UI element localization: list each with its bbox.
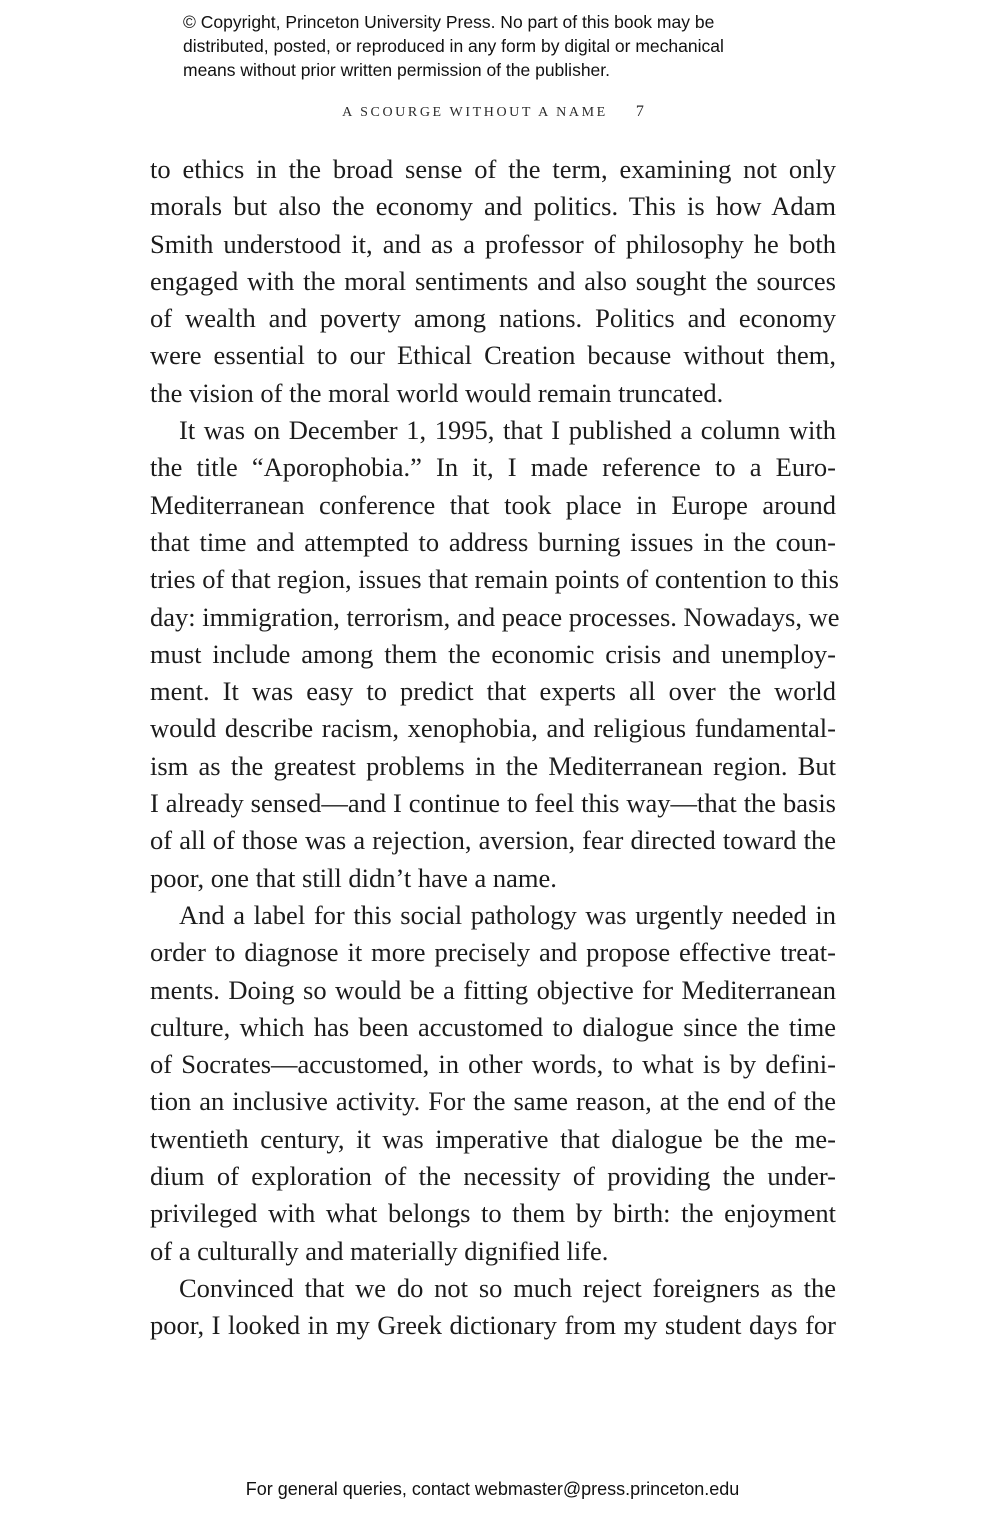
text-line: Mediterranean conference that took place in Europe around bbox=[150, 489, 836, 520]
text-line: poor, I looked in my Greek dictionary from my student days for bbox=[150, 1310, 836, 1341]
text-line: of wealth and poverty among nations. Politics and economy bbox=[150, 303, 836, 334]
text-line: Smith understood it, and as a professor of philosophy he both bbox=[150, 228, 836, 259]
footer-contact: For general queries, contact webmaster@press.princeton.edu bbox=[245, 1479, 740, 1499]
text-line: And a label for this social pathology was urgently needed in bbox=[179, 899, 836, 930]
text-line: poor, one that still didn’t have a name. bbox=[150, 862, 557, 893]
text-line: privileged with what belongs to them by birth: the enjoyment bbox=[150, 1198, 836, 1229]
text-line: of Socrates—accustomed, in other words, to what is by defini- bbox=[150, 1049, 836, 1080]
text-line: ments. Doing so would be a fitting objective for Mediterranean bbox=[150, 974, 836, 1005]
text-line: order to diagnose it more precisely and propose effective treat- bbox=[150, 937, 836, 968]
body-text bbox=[150, 151, 840, 1345]
text-line: Convinced that we do not so much reject foreigners as the bbox=[179, 1272, 836, 1303]
text-line: day: immigration, terrorism, and peace processes. Nowadays, we bbox=[150, 601, 840, 632]
text-line: engaged with the moral sentiments and also sought the sources bbox=[150, 265, 836, 296]
text-line: morals but also the economy and politics. This is how Adam bbox=[150, 191, 836, 222]
copyright-line: means without prior written permission of the publisher. bbox=[183, 60, 611, 80]
text-line: of all of those was a rejection, aversion, fear directed toward the bbox=[150, 825, 836, 856]
text-line: tries of that region, issues that remain points of contention to this bbox=[150, 564, 839, 595]
text-line: ment. It was easy to predict that experts all over the world bbox=[150, 676, 836, 707]
text-line: ism as the greatest problems in the Mediterranean region. But bbox=[150, 750, 836, 781]
text-line: to ethics in the broad sense of the term, examining not only bbox=[150, 154, 836, 184]
text-line: were essential to our Ethical Creation because without them, bbox=[150, 340, 836, 371]
text-line: dium of exploration of the necessity of providing the under- bbox=[150, 1161, 836, 1192]
text-line: the vision of the moral world would remain truncated. bbox=[150, 377, 724, 408]
text-line: twentieth century, it was imperative that dialogue be the me- bbox=[150, 1123, 836, 1154]
text-line: of a culturally and materially dignified life. bbox=[150, 1235, 609, 1266]
text-line: would describe racism, xenophobia, and religious fundamental- bbox=[150, 713, 836, 744]
text-line: must include among them the economic crisis and unemploy- bbox=[150, 638, 836, 669]
text-line: tion an inclusive activity. For the same reason, at the end of the bbox=[150, 1086, 836, 1117]
copyright-notice bbox=[183, 10, 823, 82]
text-line: the title “Aporophobia.” In it, I made reference to a Euro- bbox=[150, 452, 836, 483]
running-head bbox=[150, 103, 836, 121]
copyright-line: © Copyright, Princeton University Press. No part of this book may be bbox=[183, 12, 715, 32]
text-line: It was on December 1, 1995, that I published a column with bbox=[179, 415, 836, 446]
copyright-line: distributed, posted, or reproduced in any form by digital or mechanical bbox=[183, 36, 724, 56]
running-head-title: A SCOURGE WITHOUT A NAME bbox=[342, 105, 608, 120]
text-line: I already sensed—and I continue to feel this way—that the basis bbox=[150, 788, 836, 819]
page-number: 7 bbox=[635, 103, 644, 120]
text-line: culture, which has been accustomed to dialogue since the time bbox=[150, 1011, 836, 1042]
text-line: that time and attempted to address burning issues in the coun- bbox=[150, 526, 836, 557]
